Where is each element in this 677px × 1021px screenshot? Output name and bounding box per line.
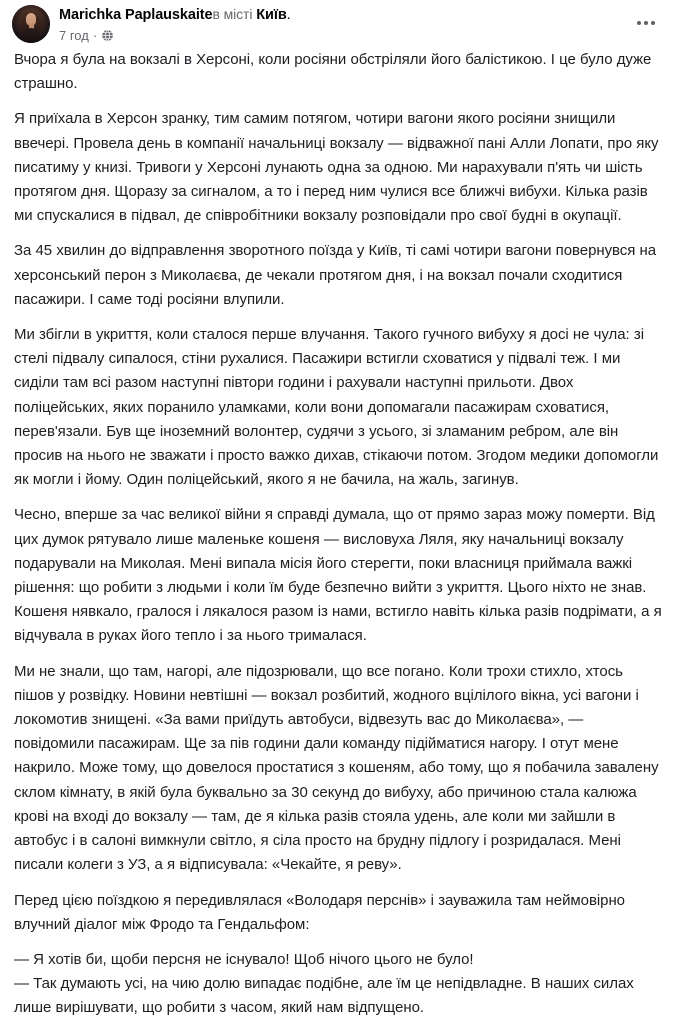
post-dialog-block bbox=[14, 948, 663, 1021]
author-name[interactable]: Marichka Paplauskaite bbox=[59, 7, 213, 23]
post-author-line bbox=[59, 5, 665, 25]
post-body bbox=[0, 48, 677, 1021]
post-meta-line bbox=[59, 27, 665, 44]
place-prefix-label: в місті bbox=[212, 6, 253, 22]
post-paragraph: Вчора я була на вокзалі в Херсоні, коли росіяни обстріляли його балістикою. І це було дуже страшно. bbox=[14, 51, 652, 93]
post-header-text bbox=[59, 4, 665, 44]
avatar-image[interactable] bbox=[12, 5, 50, 43]
post-paragraph: За 45 хвилин до відправлення зворотного поїзда у Київ, ті самі чотири вагони повернувся на херсонський перон з Миколаєва, де чекали протягом дня, і на вокзал почали сходитися пасажири. І саме тоді росіяни влупили. bbox=[14, 242, 657, 308]
ellipsis-dot-2 bbox=[644, 21, 648, 25]
ellipsis-dot-1 bbox=[637, 21, 641, 25]
avatar[interactable] bbox=[12, 5, 50, 43]
globe-icon[interactable] bbox=[101, 29, 114, 42]
post-paragraph: Перед цією поїздкою я передивлялася «Володаря перснів» і зауважила там неймовірно влучний діалог між Фродо та Гендальфом: bbox=[14, 891, 625, 933]
place-name[interactable]: Київ bbox=[256, 7, 287, 23]
post-timestamp[interactable]: 7 год bbox=[59, 28, 89, 43]
meta-separator: · bbox=[92, 28, 98, 43]
post-options-button[interactable] bbox=[631, 13, 661, 33]
post-header bbox=[0, 0, 677, 45]
post-paragraph: Я приїхала в Херсон зранку, тим самим потягом, чотири вагони якого росіяни знищили ввечері. Провела день в компанії начальниці вокзалу — відважної пані Алли Лопати, про яку писатиму у книзі. Тривоги у Херсоні лунають одна за одною. Ми нарахували п'ять чи шість протягом дня. Щоразу за сигналом, а то і перед ним чулися все ближчі вибухи. Кілька разів ми спускалися в підвал, де співробітники вокзалу розповідали про свої будні в окупації. bbox=[14, 110, 659, 225]
avatar-body-shape bbox=[22, 28, 40, 43]
post-paragraph: Ми збігли в укриття, коли сталося перше влучання. Такого гучного вибуху я досі не чула: зі стелі підвалу сипалося, стіни рухалися. Пасажири встигли сховатися у підвалі теж. І ми сиділи там всі разом наступні півтори години і рахували наступні прильоти. Двох поліцейських, яких поранило уламками, коли вони допомагали пасажирам сховатися, перев'язали. Був ще іноземний волонтер, судячи з усього, зі зламаним ребром, але він просив на нього не зважати і просто важко дихав, стікаючи потом. Згодом медики допомогли як могли і йому. Один поліцейський, якого я не бачила, на жаль, загинув. bbox=[14, 326, 659, 489]
post-paragraph: Чесно, вперше за час великої війни я справді думала, що от прямо зараз можу померти. Від цих думок рятувало лише маленьке кошеня — висловуха Ляля, яку начальниці вокзалу подарували на Миколая. Мені випала місія його стерегти, поки власниця приймала важкі рішення: що робити з людьми і коли їм буде безпечно вийти з укриття. Цього ніхто не знав. Кошеня нявкало, гралося і лякалося разом із нами, встигло навіть кілька разів подрімати, а я відчувала в руках його тепло і за нього трималася. bbox=[14, 506, 662, 645]
post-paragraph: Ми не знали, що там, нагорі, але підозрювали, що все погано. Коли трохи стихло, хтось пішов у розвідку. Новини невтішні — вокзал розбитий, жодного вцілілого вікна, усі вагони і локомотив знищені. «За вами приїдуть автобуси, відвезуть вас до Миколаєва», — повідомили пасажирам. Ще за пів години дали команду підійматися нагору. І отут мене накрило. Може тому, що довелося простатися з кошеням, або тому, що я побачила завалену склом кімнату, в якій була буквально за 30 секунд до вибуху, або причиною стала калюжа крові на вході до вокзалу — там, де я кілька разів стояла удень, але коли ми зайшли в автобус і в салоні вимкнули світло, я сіла просто на брудну підлогу і розридалася. Мені писали колеги з УЗ, а я відписувала: «Чекайте, я реву». bbox=[14, 662, 659, 874]
ellipsis-dot-3 bbox=[651, 21, 655, 25]
author-line-period: . bbox=[286, 7, 291, 23]
post-dialog-line: — Я хотів би, щоби персня не існувало! Щоб нічого цього не було! bbox=[14, 950, 474, 968]
post-dialog-line: — Так думають усі, на чию долю випадає подібне, але їм це непідвладне. В наших силах лише вирішувати, що робити з часом, який нам відпущено. bbox=[14, 975, 634, 1017]
